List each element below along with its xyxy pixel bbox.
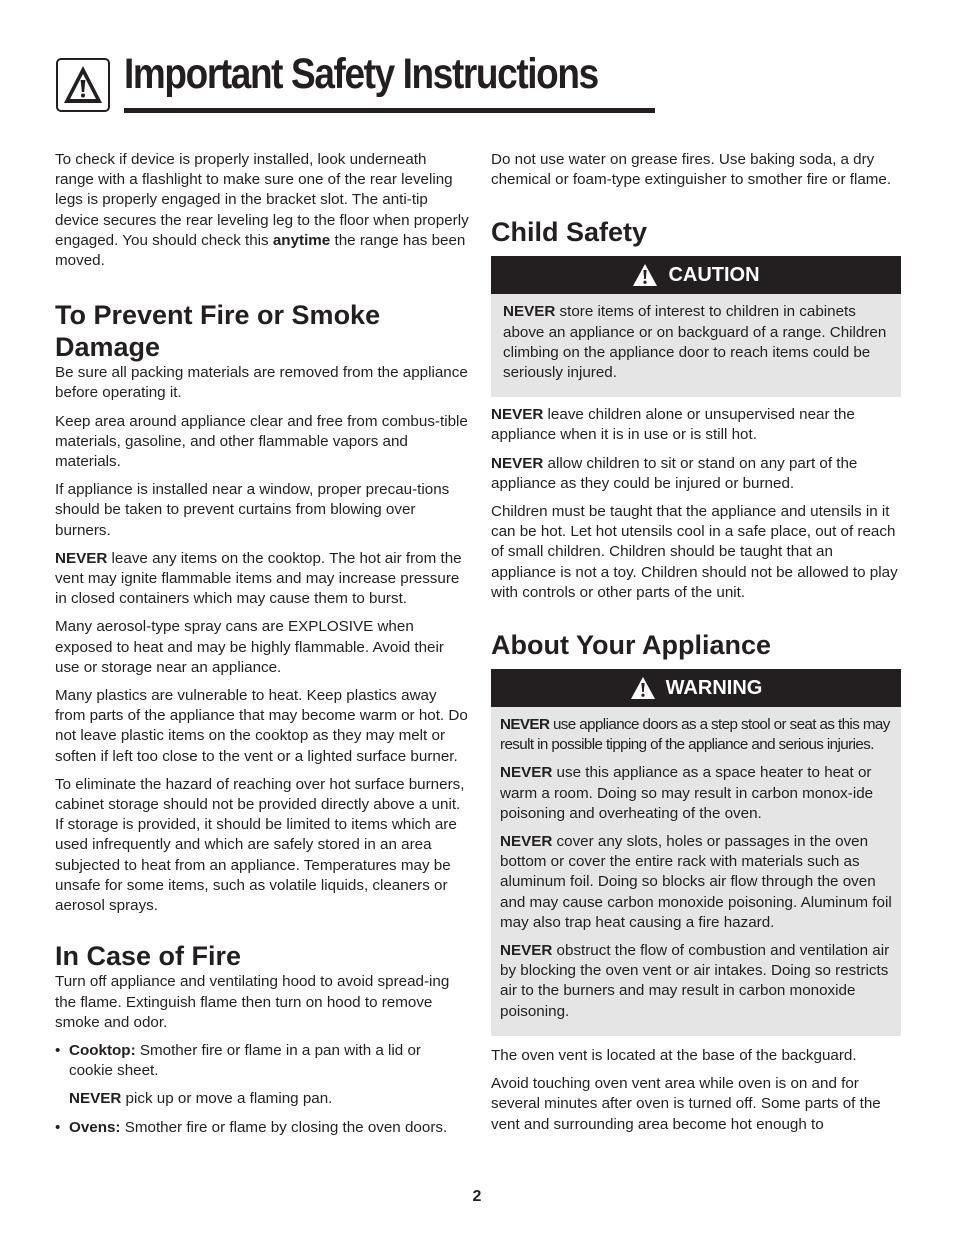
list-item: • Ovens: Smother fire or flame by closing the oven doors.	[55, 1118, 469, 1138]
child-safety-heading: Child Safety	[491, 217, 648, 248]
paragraph: Many plastics are vulnerable to heat. Keep plastics away from parts of the appliance that may become warm or hot. Do not leave plastic items on the cooktop as they may melt or soften if left too close to the vent or a lighted surface burner.	[55, 687, 468, 765]
sub-note: NEVER pick up or move a flaming pan.	[69, 1090, 333, 1108]
paragraph: NEVER store items of interest to children in cabinets above an appliance or on backguard of a range. Children climbing on the appliance door to reach items could be seriously injured.	[503, 303, 887, 382]
paragraph: NEVER obstruct the flow of combustion and ventilation air by blocking the oven vent or air intakes. Doing so restricts air to the burners and may result in carbon monoxide poisoning.	[500, 942, 890, 1020]
fire-prevention-heading: To Prevent Fire or Smoke Damage	[55, 300, 381, 363]
paragraph: NEVER use appliance doors as a step stool or seat as this may result in possible tipping of the appliance and serious injuries.	[500, 716, 890, 754]
warning-notice	[491, 669, 901, 1036]
paragraph: Keep area around appliance clear and free from combus-tible materials, gasoline, and other flammable vapors and materials.	[55, 412, 468, 471]
warning-body	[491, 707, 901, 1036]
paragraph: Children must be taught that the appliance and utensils in it can be hot. Let hot utensils cool in a safe place, out of reach of small children. Children should be taught that an appliance is not a toy. Children should not be allowed to play with controls or other parts of the unit.	[491, 503, 898, 601]
page-title: Important Safety Instructions	[124, 50, 598, 98]
warning-banner	[491, 669, 901, 707]
paragraph: To eliminate the hazard of reaching over hot surface burners, cabinet storage should not be provided directly above a unit. If storage is provided, it should be limited to items which are used infrequently and which are safely stored in an area subjected to heat from an appliance. Temperatures may be unsafe for some items, such as volatile liquids, cleaners or aerosol sprays.	[55, 775, 465, 915]
case-of-fire-heading: In Case of Fire	[55, 941, 242, 972]
caution-icon	[632, 263, 658, 287]
about-appliance-heading: About Your Appliance	[491, 630, 772, 661]
paragraph: NEVER use this appliance as a space heater to heat or warm a room. Doing so may result in carbon monox-ide poisoning and overheating of the oven.	[500, 764, 874, 822]
caution-label: CAUTION	[668, 264, 760, 287]
fire-bullet-list	[55, 1041, 469, 1138]
caution-body	[491, 294, 901, 397]
page-header	[56, 52, 601, 116]
paragraph: NEVER allow children to sit or stand on any part of the appliance as they could be injured or burned.	[491, 454, 858, 492]
paragraph: If appliance is installed near a window, proper precau-tions should be taken to prevent curtains from blowing over burners.	[55, 481, 450, 539]
paragraph: The oven vent is located at the base of the backguard.	[491, 1046, 857, 1064]
paragraph: Be sure all packing materials are removed from the appliance before operating it.	[55, 364, 468, 402]
warning-icon	[56, 58, 110, 112]
intro-paragraph: To check if device is properly installed, look underneath range with a flashlight to make sure one of the rear leveling legs is properly engaged in the bracket slot. The anti-tip device secures the rear leveling leg to the floor when properly engaged. You should check this anytime the range has been moved.	[55, 151, 469, 270]
paragraph: Many aerosol-type spray cans are EXPLOSIVE when exposed to heat and may be highly flammable. Avoid their use or storage near an appliance.	[55, 618, 444, 676]
right-column	[491, 150, 901, 1143]
caution-notice	[491, 256, 901, 397]
caution-banner	[491, 256, 901, 294]
page-number: 2	[472, 1188, 482, 1205]
list-item: • Cooktop: Smother fire or flame in a pan with a lid or cookie sheet. NEVER pick up or move a flaming pan.	[55, 1041, 469, 1110]
left-column	[55, 150, 469, 1146]
paragraph: NEVER leave children alone or unsupervised near the appliance when it is in use or is still hot.	[491, 406, 855, 444]
paragraph: NEVER cover any slots, holes or passages in the oven bottom or cover the entire rack with materials such as aluminum foil. Doing so blocks air flow through the oven and may cause carbon monoxide poisoning. Aluminum foil may also trap heat causing a fire hazard.	[500, 833, 892, 931]
paragraph: NEVER leave any items on the cooktop. The hot air from the vent may ignite flammable items and may increase pressure in closed containers which may cause them to burst.	[55, 549, 462, 608]
warning-label: WARNING	[665, 676, 763, 699]
paragraph: Turn off appliance and ventilating hood to avoid spread-ing the flame. Extinguish flame then turn on hood to remove smoke and odor.	[55, 973, 450, 1031]
paragraph: Do not use water on grease fires. Use baking soda, a dry chemical or foam-type extinguisher to smother fire or flame.	[491, 151, 892, 189]
title-underline	[124, 108, 655, 113]
warning-triangle-icon	[630, 676, 656, 700]
paragraph: Avoid touching oven vent area while oven is on and for several minutes after oven is turned off. Some parts of the vent and surrounding area become hot enough to	[491, 1075, 881, 1133]
